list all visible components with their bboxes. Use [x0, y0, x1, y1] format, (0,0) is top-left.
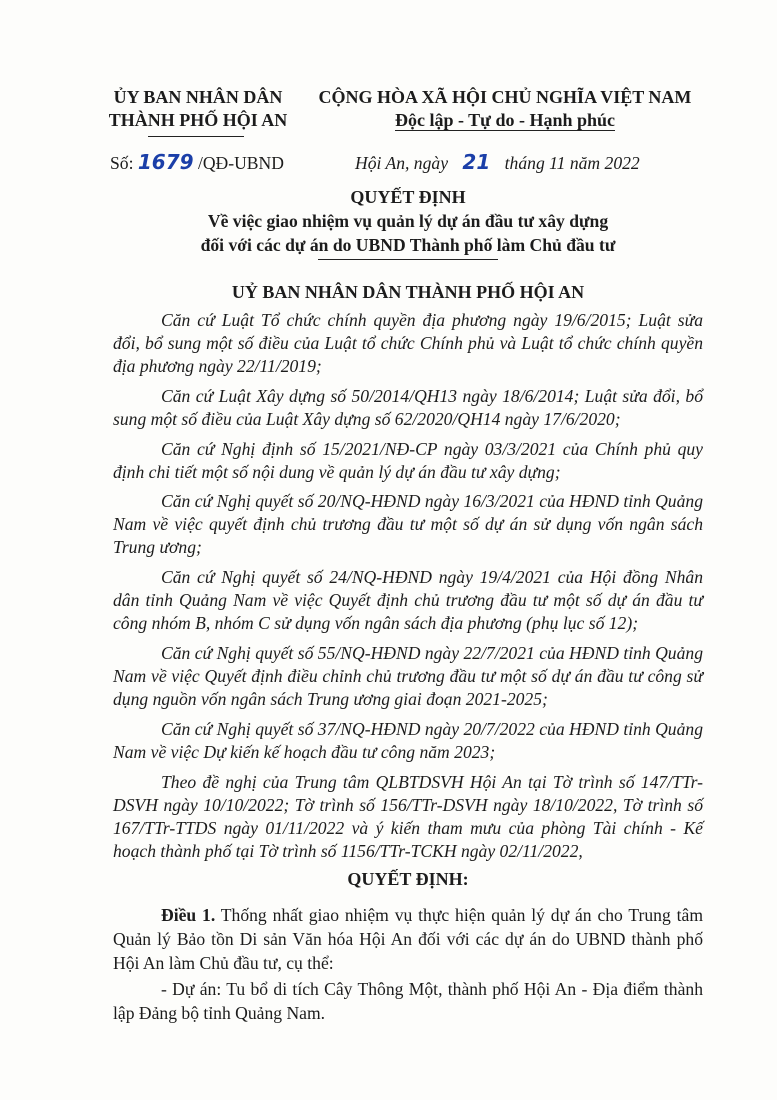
legal-basis-text: Theo đề nghị của Trung tâm QLBTDSVH Hội An tại Tờ trình số 147/TTr-DSVH ngày 10/10/2022; Tờ trình số 156/TTr-DSVH ngày 18/10/2022, Tờ trình số 167/TTr-TTDS ngày 01/11/2022 và ý kiến tham mưu của phòng Tài chính - Kế hoạch thành phố tại Tờ trình số 1156/TTr-TCKH ngày 02/11/2022, — [113, 772, 703, 861]
article-1 — [113, 903, 703, 975]
legal-basis-text: Căn cứ Nghị quyết số 55/NQ-HĐND ngày 22/7/2021 của HĐND tỉnh Quảng Nam về việc Quyết định điều chỉnh chủ trương đầu tư một số dự án đầu tư công sử dụng nguồn vốn ngân sách Trung ương giai đoạn 2021-2025; — [113, 643, 703, 709]
decision-title: QUYẾT ĐỊNH — [350, 187, 466, 207]
legal-basis-text: Căn cứ Nghị quyết số 20/NQ-HĐND ngày 16/3/2021 của HĐND tỉnh Quảng Nam về việc quyết định chủ trương đầu tư một số dự án sử dụng vốn ngân sách Trung ương; — [113, 491, 703, 557]
legal-basis-8 — [113, 771, 703, 863]
legal-basis-text: Căn cứ Luật Xây dựng số 50/2014/QH13 ngày 18/6/2014; Luật sửa đổi, bổ sung một số điều của Luật Xây dựng số 62/2020/QH14 ngày 17/6/2020; — [113, 386, 703, 429]
project-item: - Dự án: Tu bổ di tích Cây Thông Một, thành phố Hội An - Địa điểm thành lập Đảng bộ tỉnh Quảng Nam. — [113, 979, 703, 1023]
legal-basis-4 — [113, 490, 703, 559]
legal-basis-text: Căn cứ Luật Tổ chức chính quyền địa phương ngày 19/6/2015; Luật sửa đổi, bổ sung một số điều của Luật tổ chức Chính phủ và Luật tổ chức chính quyền địa phương ngày 22/11/2019; — [113, 310, 703, 376]
national-motto-text: Độc lập - Tự do - Hạnh phúc — [394, 110, 616, 130]
decision-subtitle-2: đối với các dự án do UBND Thành phố làm Chủ đầu tư — [200, 235, 616, 255]
national-header — [300, 86, 710, 132]
national-title: CỘNG HÒA XÃ HỘI CHỦ NGHĨA VIỆT NAM — [318, 87, 692, 107]
issuer-line-2: THÀNH PHỐ HỘI AN — [108, 110, 288, 130]
title-underline — [318, 259, 498, 260]
legal-basis-text: Căn cứ Nghị quyết số 24/NQ-HĐND ngày 19/4/2021 của Hội đồng Nhân dân tỉnh Quảng Nam về việc Quyết định chủ trương đầu tư một số dự án đầu tư công nhóm B, nhóm C sử dụng vốn ngân sách địa phương (phụ lục số 12); — [113, 567, 703, 633]
legal-basis-2 — [113, 385, 703, 431]
date-prefix: Hội An, ngày — [355, 153, 453, 173]
issuer-header — [88, 86, 308, 132]
issuer-line-1: ỦY BAN NHÂN DÂN — [113, 87, 283, 107]
decision-subtitle-1: Về việc giao nhiệm vụ quản lý dự án đầu tư xây dựng — [207, 211, 609, 231]
legal-basis-5 — [113, 566, 703, 635]
legal-basis-1 — [113, 309, 703, 378]
handwritten-day: 21 — [462, 150, 491, 174]
legal-basis-3 — [113, 438, 703, 484]
legal-basis-text: Căn cứ Nghị định số 15/2021/NĐ-CP ngày 03/3/2021 của Chính phủ quy định chi tiết một số nội dung về quản lý dự án đầu tư xây dựng; — [113, 439, 703, 482]
legal-basis-6 — [113, 642, 703, 711]
decision-heading: QUYẾT ĐỊNH: — [347, 869, 469, 889]
handwritten-number: 1679 — [137, 150, 194, 174]
legal-basis-7 — [113, 718, 703, 764]
place-date — [355, 150, 640, 175]
national-motto — [300, 109, 710, 132]
number-prefix: Số: — [110, 153, 138, 173]
article-1-label: Điều 1. — [161, 905, 216, 925]
decision-number — [110, 150, 284, 175]
article-1-text: Thống nhất giao nhiệm vụ thực hiện quản lý dự án cho Trung tâm Quản lý Bảo tồn Di sản Văn hóa Hội An đối với các dự án do UBND thành phố Hội An làm Chủ đầu tư, cụ thể: — [113, 905, 704, 973]
number-suffix: /QĐ-UBND — [193, 153, 284, 173]
title-block — [113, 185, 703, 257]
date-suffix: tháng 11 năm 2022 — [500, 153, 640, 173]
issuer-authority: UỶ BAN NHÂN DÂN THÀNH PHỐ HỘI AN — [231, 282, 585, 302]
legal-basis-text: Căn cứ Nghị quyết số 37/NQ-HĐND ngày 20/7/2022 của HĐND tỉnh Quảng Nam về việc Dự kiến kế hoạch đầu tư công năm 2023; — [113, 719, 703, 762]
issuer-underline — [148, 136, 244, 137]
